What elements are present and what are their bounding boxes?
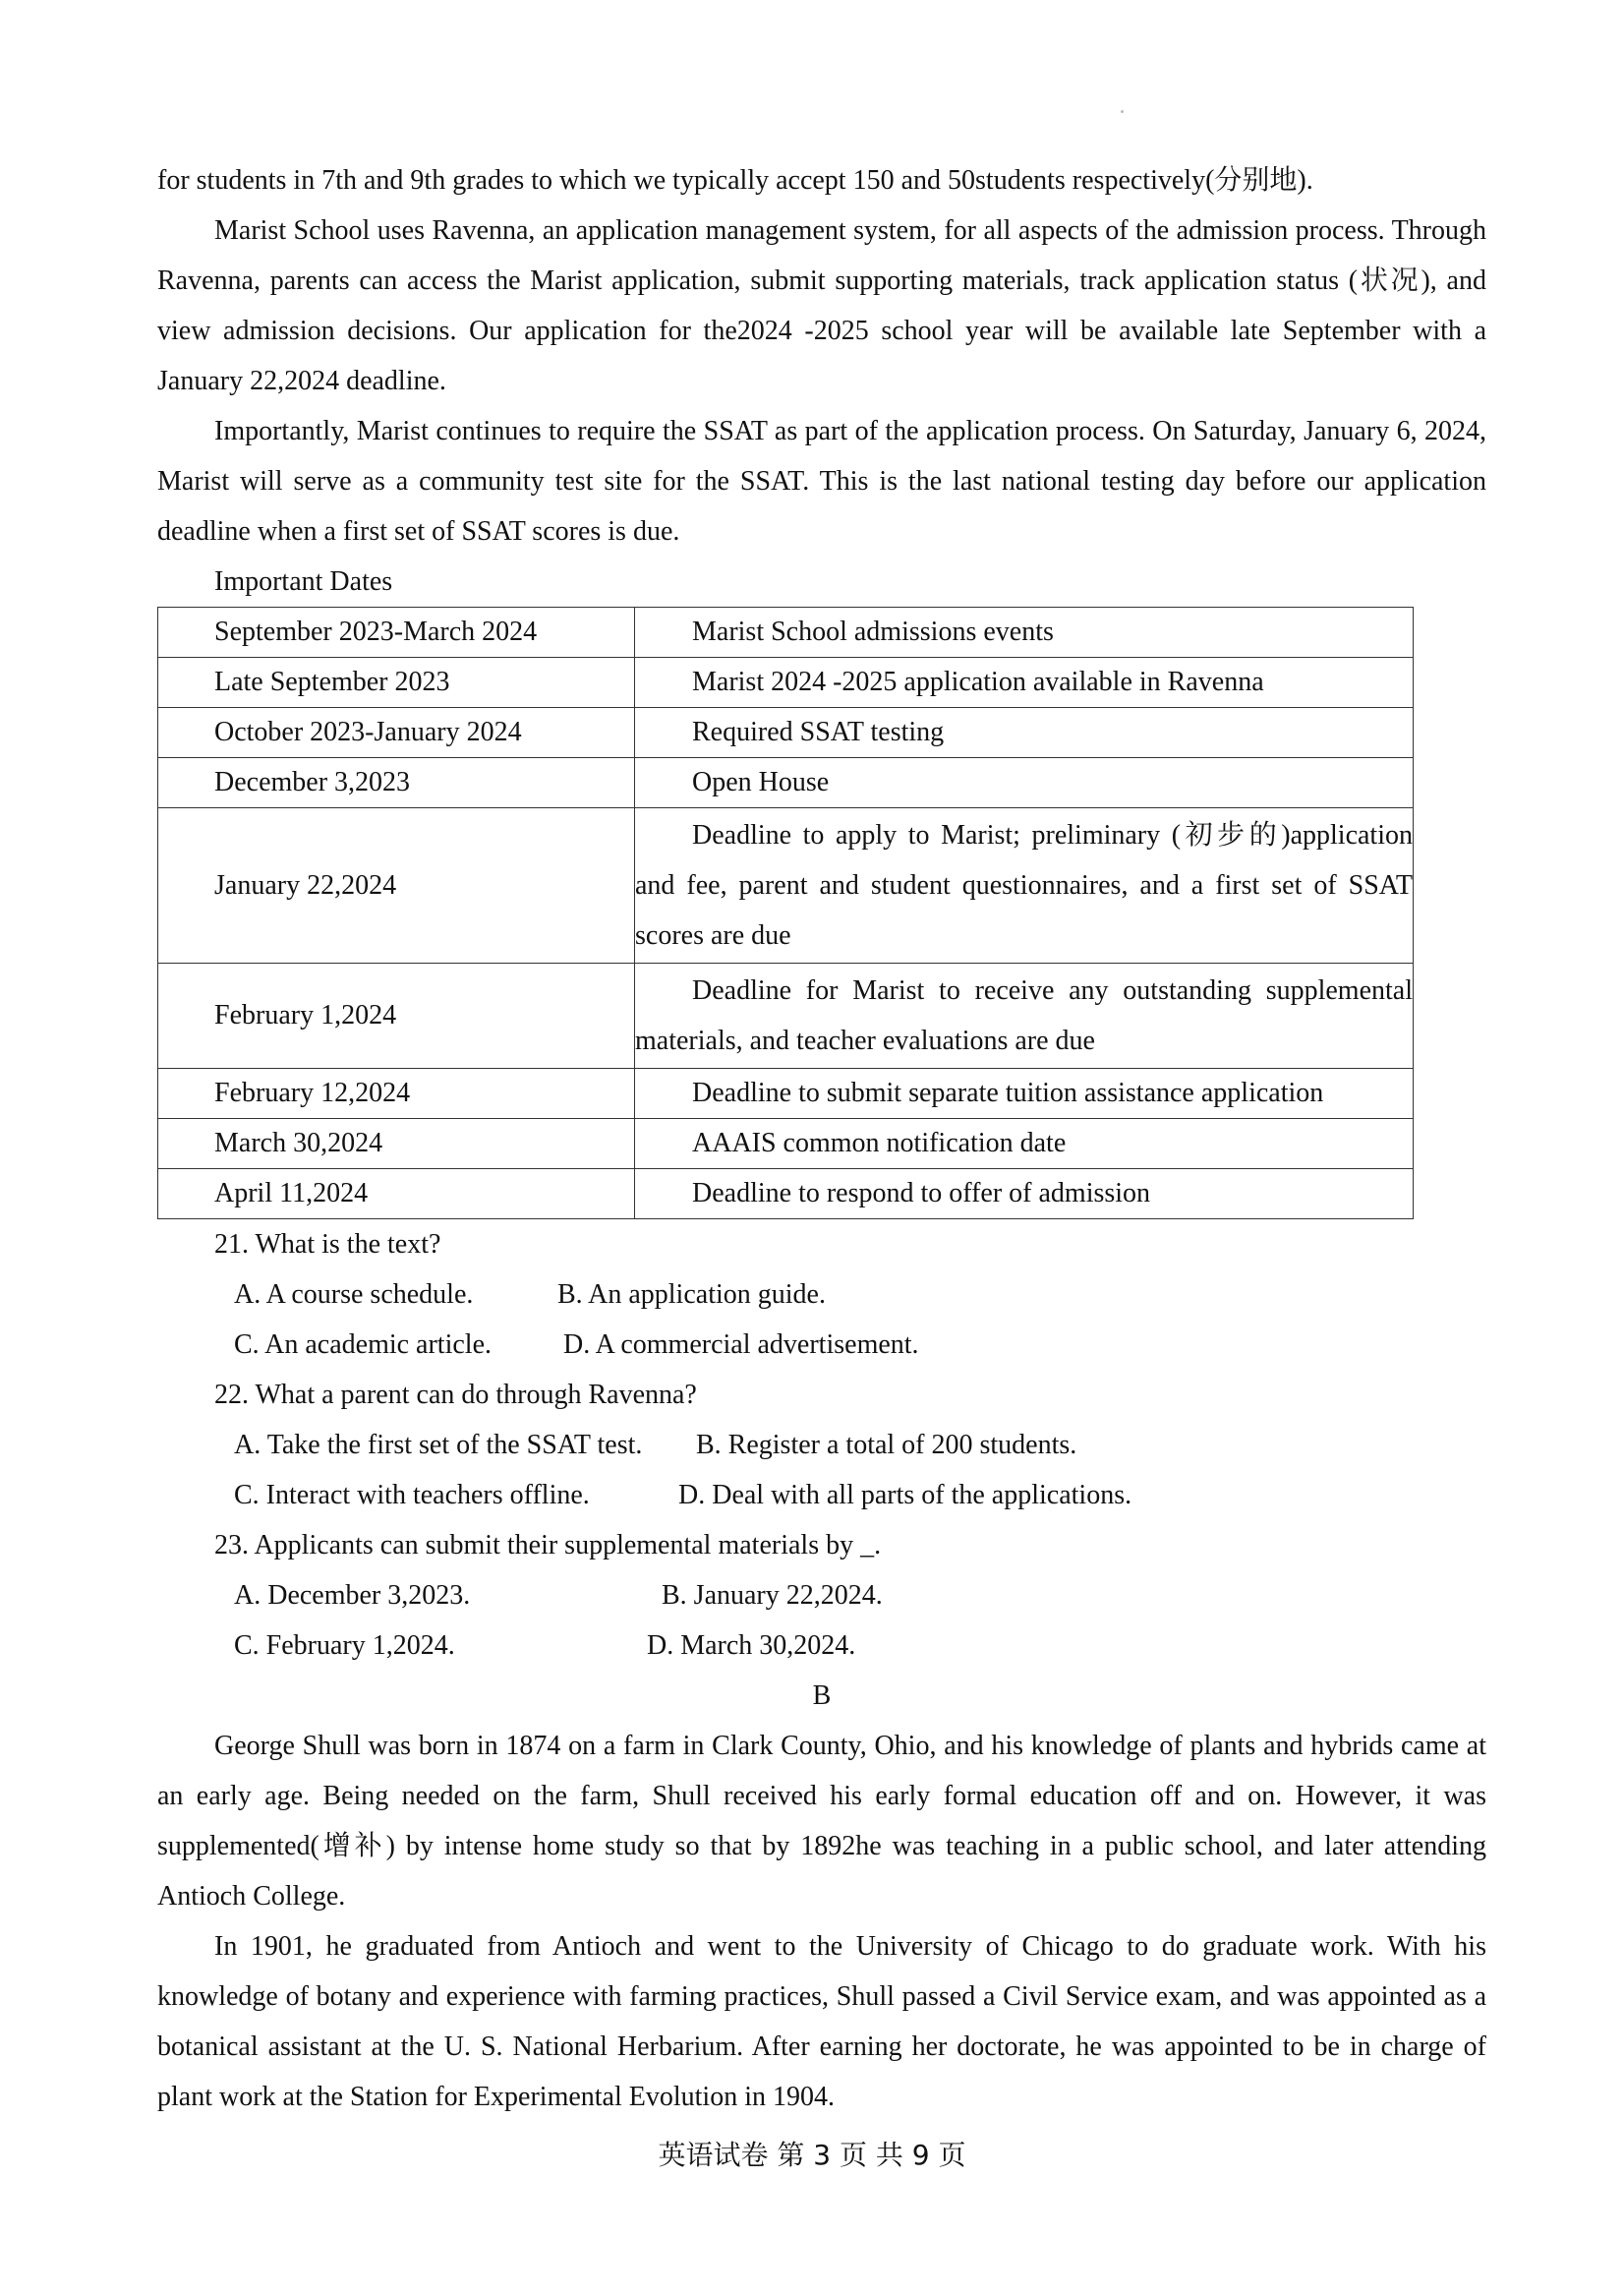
date-cell: February 1,2024 [158, 964, 635, 1069]
table-row [158, 658, 1414, 708]
table-row [158, 608, 1414, 658]
important-dates-heading: Important Dates [214, 566, 393, 597]
paragraph-shull-early-life: George Shull was born in 1874 on a farm in Clark County, Ohio, and his knowledge of plants and hybrids came at an early age. Being needed on the farm, Shull received his early formal education off and on. However, it was supplemented(增补) by intense home study so that by 1892he was teaching in a public school, and later attending Antioch College. [157, 1731, 1486, 1912]
option-21-d: D. A commercial advertisement. [563, 1329, 919, 1360]
table-row [158, 964, 1414, 1069]
date-cell: February 12,2024 [158, 1069, 635, 1119]
question-22-stem: 22. What a parent can do through Ravenna? [214, 1380, 697, 1410]
question-21-options-row-1 [157, 1269, 1486, 1320]
option-23-c: C. February 1,2024. [234, 1630, 455, 1661]
option-23-b: B. January 22,2024. [662, 1580, 883, 1611]
date-cell: Late September 2023 [158, 658, 635, 708]
question-23-options-row-1 [157, 1570, 1486, 1620]
date-cell: October 2023-January 2024 [158, 708, 635, 758]
event-cell [635, 758, 1414, 808]
important-dates-table [157, 607, 1414, 1219]
option-22-b: B. Register a total of 200 students. [696, 1430, 1077, 1460]
option-22-d: D. Deal with all parts of the applications. [678, 1480, 1132, 1510]
paragraph-ravenna: Marist School uses Ravenna, an application management system, for all aspects of the admission process. Through Ravenna, parents can access the Marist application, submit supporting materials, track application status (状况), and view admission decisions. Our application for the2024 -2025 school year will be available late September with a January 22,2024 deadline. [157, 215, 1486, 396]
table-row [158, 1169, 1414, 1219]
event-cell [635, 1069, 1414, 1119]
table-row [158, 1069, 1414, 1119]
event-text: AAAIS common notification date [692, 1128, 1067, 1158]
table-row [158, 1119, 1414, 1169]
question-23-options-row-2 [157, 1620, 1486, 1671]
event-text: Deadline to respond to offer of admission [692, 1178, 1151, 1208]
paragraph-ssat: Importantly, Marist continues to require the SSAT as part of the application process. On Saturday, January 6, 2024, Marist will serve as a community test site for the SSAT. This is the last national testing day before our application deadline when a first set of SSAT scores is due. [157, 416, 1486, 547]
event-cell [635, 808, 1414, 964]
event-cell [635, 708, 1414, 758]
option-21-a: A. A course schedule. [234, 1279, 474, 1310]
event-text: Deadline to submit separate tuition assistance application [692, 1078, 1324, 1108]
page-content [157, 155, 1486, 2122]
event-text: Deadline to apply to Marist; preliminary (初步的)application and fee, parent and student questionnaires, and a first set of SSAT scores are due [635, 820, 1413, 951]
table-row [158, 758, 1414, 808]
event-text: Marist 2024 -2025 application available in Ravenna [692, 667, 1264, 697]
event-text: Marist School admissions events [692, 617, 1054, 647]
question-21-options-row-2 [157, 1320, 1486, 1370]
date-cell: April 11,2024 [158, 1169, 635, 1219]
scan-speck [1121, 110, 1124, 113]
page-footer: 英语试卷 第 3 页 共 9 页 [658, 2139, 966, 2171]
intro-line: for students in 7th and 9th grades to which we typically accept 150 and 50students respectively(分别地). [157, 165, 1313, 196]
option-23-d: D. March 30,2024. [647, 1630, 856, 1661]
option-22-a: A. Take the first set of the SSAT test. [234, 1430, 643, 1460]
event-cell [635, 1169, 1414, 1219]
event-text: Required SSAT testing [692, 717, 945, 747]
event-cell [635, 608, 1414, 658]
event-cell [635, 1119, 1414, 1169]
section-b-heading: B [812, 1680, 832, 1711]
table-row [158, 808, 1414, 964]
option-23-a: A. December 3,2023. [234, 1580, 471, 1611]
date-cell: December 3,2023 [158, 758, 635, 808]
date-cell: March 30,2024 [158, 1119, 635, 1169]
option-21-b: B. An application guide. [557, 1279, 826, 1310]
date-cell: September 2023-March 2024 [158, 608, 635, 658]
question-22-options-row-1 [157, 1420, 1486, 1470]
event-text: Deadline for Marist to receive any outstanding supplemental materials, and teacher evaluations are due [635, 975, 1413, 1056]
question-23-stem: 23. Applicants can submit their supplemental materials by _. [214, 1530, 882, 1560]
paragraph-shull-career: In 1901, he graduated from Antioch and went to the University of Chicago to do graduate work. With his knowledge of botany and experience with farming practices, Shull passed a Civil Service exam, and was appointed as a botanical assistant at the U. S. National Herbarium. After earning her doctorate, he was appointed to be in charge of plant work at the Station for Experimental Evolution in 1904. [157, 1931, 1486, 2112]
date-cell: January 22,2024 [158, 808, 635, 964]
event-cell [635, 964, 1414, 1069]
option-21-c: C. An academic article. [234, 1329, 492, 1360]
table-row [158, 708, 1414, 758]
option-22-c: C. Interact with teachers offline. [234, 1480, 590, 1510]
question-21-stem: 21. What is the text? [214, 1229, 441, 1260]
question-22-options-row-2 [157, 1470, 1486, 1520]
event-text: Open House [692, 767, 830, 797]
event-cell [635, 658, 1414, 708]
